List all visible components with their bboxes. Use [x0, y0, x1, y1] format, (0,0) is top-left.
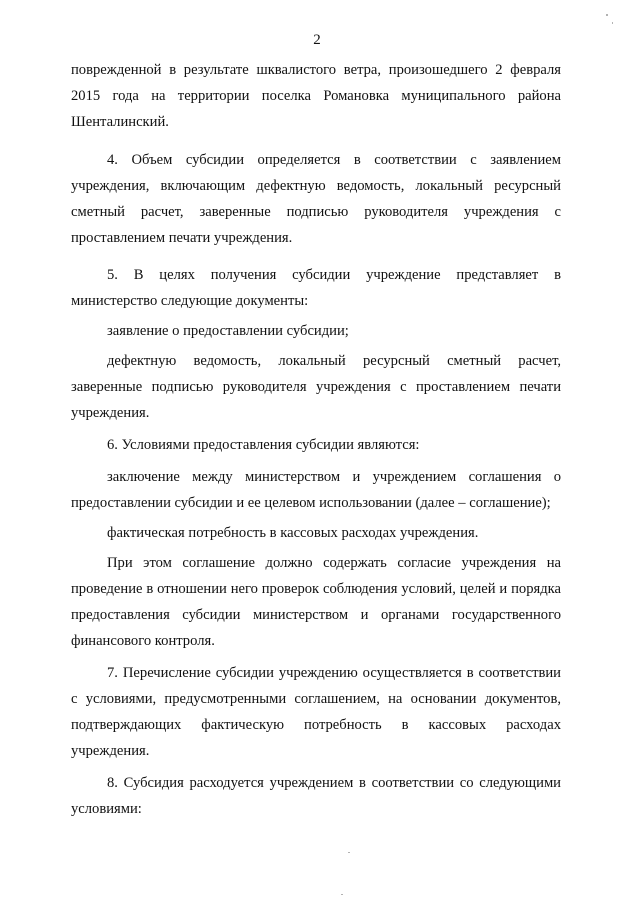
document-body	[71, 57, 561, 822]
paragraph-item-5-doc-2: дефектную ведомость, локальный ресурсный сметный расчет, заверенные подписью руководителя учреждения с проставлением печати учреждения.	[71, 353, 561, 421]
paragraph-item-4: 4. Объем субсидии определяется в соответствии с заявлением учреждения, включающим дефектную ведомость, локальный ресурсный сметный расчет, заверенные подписью руководителя учреждения с проставлением печати учреждения.	[71, 152, 561, 246]
page-number: 2	[313, 32, 321, 48]
paragraph-item-7: 7. Перечисление субсидии учреждению осуществляется в соответствии с условиями, предусмотренными соглашением, на основании документов, подтверждающих фактическую потребность в кассовых расходах учреждения.	[71, 665, 561, 759]
paragraph-item-6: 6. Условиями предоставления субсидии являются:	[107, 437, 420, 453]
scan-speck	[612, 22, 613, 24]
scan-speck	[341, 894, 343, 895]
scan-speck	[348, 852, 350, 853]
paragraph-agreement-consent: При этом соглашение должно содержать согласие учреждения на проведение в отношении него проверок соблюдения условий, целей и порядка предоставления субсидии министерством и органами государственного финансового контроля.	[71, 555, 561, 649]
paragraph-item-6-condition-2: фактическая потребность в кассовых расходах учреждения.	[107, 525, 479, 541]
paragraph-item-5-doc-1: заявление о предоставлении субсидии;	[107, 323, 349, 339]
paragraph-continuation: поврежденной в результате шквалистого ветра, произошедшего 2 февраля 2015 года на территории поселка Романовка муниципального района Шенталинский.	[71, 62, 561, 130]
paragraph-item-5: 5. В целях получения субсидии учреждение представляет в министерство следующие документы:	[71, 267, 561, 309]
paragraph-item-8: 8. Субсидия расходуется учреждением в соответствии со следующими условиями:	[71, 775, 561, 817]
paragraph-item-6-condition-1: заключение между министерством и учреждением соглашения о предоставлении субсидии и ее целевом использовании (далее – соглашение);	[71, 469, 561, 511]
scan-speck	[606, 14, 608, 16]
